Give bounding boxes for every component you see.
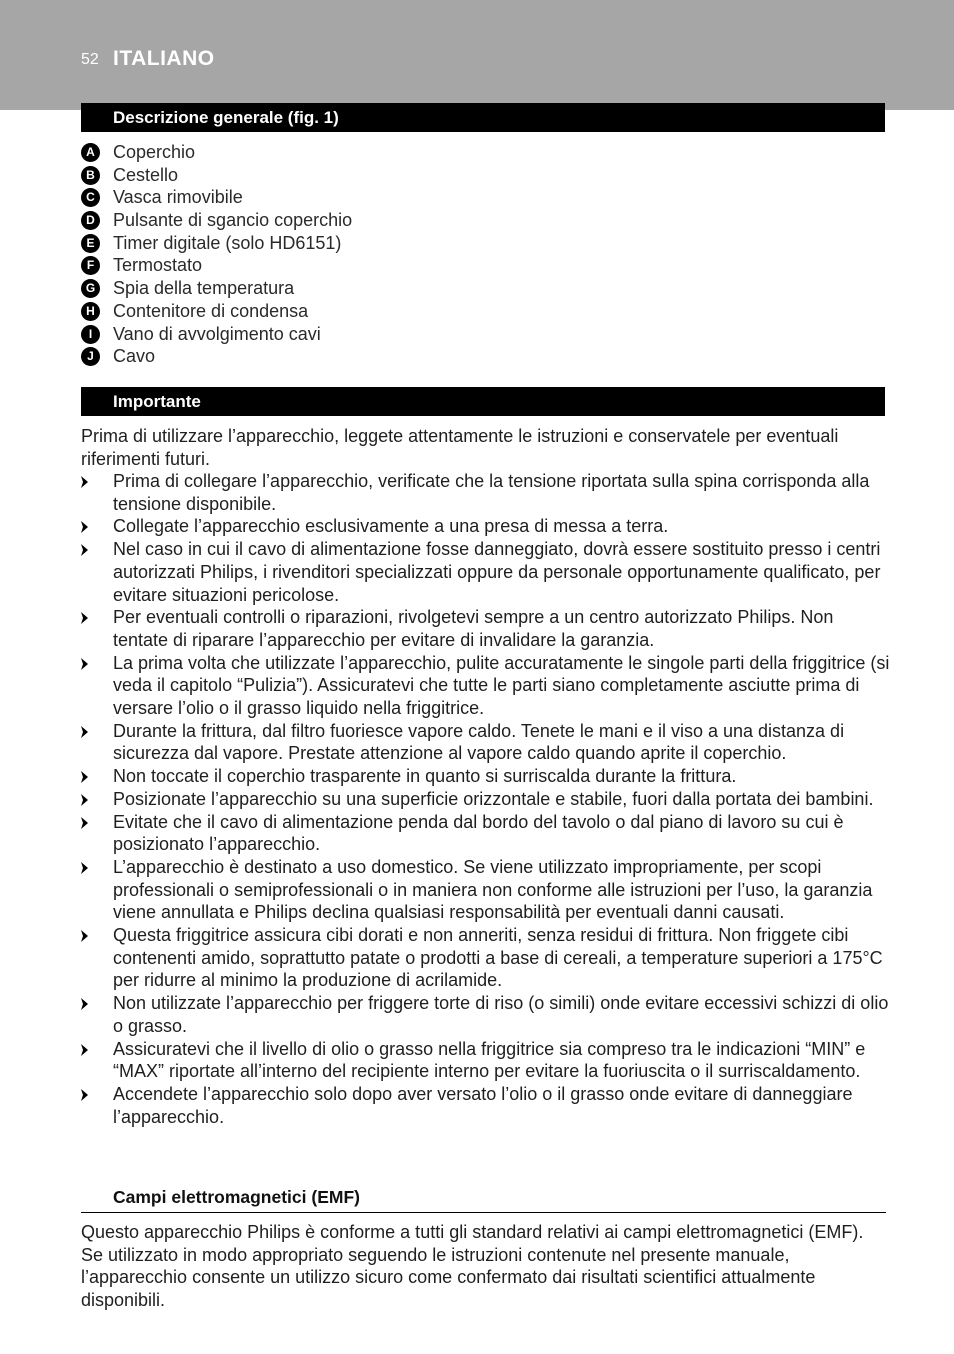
bullet-text: Nel caso in cui il cavo di alimentazione fosse danneggiato, dovrà essere sostituito presso i centri autorizzati Philips, i rivenditori specializzati oppure da personale opportunamente qualificato, per evitare situazioni pericolose. [113, 539, 881, 605]
list-item [81, 277, 352, 300]
bullet-text: Questa friggitrice assicura cibi dorati e non anneriti, senza residui di frittura. Non friggete cibi contenenti amido, soprattutto patate o prodotti a base di cereali, a temperature superiori a 175°C per ridurre al minimo la produzione di acrilamide. [113, 925, 883, 991]
page-number: 52 [81, 51, 99, 68]
part-label: Cestello [113, 164, 179, 185]
bullet-icon [81, 521, 88, 533]
bullet-icon [81, 998, 88, 1010]
safety-list [81, 470, 891, 1128]
bullet-text: Non toccate il coperchio trasparente in quanto si surriscalda durante la frittura. [113, 766, 737, 787]
bullet-icon [81, 862, 88, 874]
bullet-icon [81, 1089, 88, 1101]
list-item [81, 164, 352, 187]
bullet-icon [81, 817, 88, 829]
intro-paragraph: Prima di utilizzare l’apparecchio, leggete attentamente le istruzioni e conservatele per eventuali riferimenti futuri. [81, 426, 839, 469]
letter-badge: F [81, 256, 100, 275]
bullet-text: Per eventuali controlli o riparazioni, rivolgetevi sempre a un centro autorizzato Philips. Non tentate di riparare l’apparecchio per evitare di invalidare la garanzia. [113, 607, 834, 650]
section-heading-important: Importante [81, 387, 885, 416]
section-heading-description: Descrizione generale (fig. 1) [81, 103, 885, 132]
part-label: Vano di avvolgimento cavi [113, 323, 321, 344]
list-item [81, 186, 352, 209]
letter-badge: D [81, 211, 100, 230]
list-item [81, 606, 891, 651]
bullet-text: Posizionate l’apparecchio su una superficie orizzontale e stabile, fuori dalla portata dei bambini. [113, 788, 874, 809]
letter-badge: J [81, 347, 100, 366]
divider [81, 1212, 886, 1213]
list-item [81, 209, 352, 232]
bullet-text: Non utilizzate l’apparecchio per friggere torte di riso (o simili) onde evitare eccessivi schizzi di olio o grasso. [113, 993, 889, 1036]
letter-badge: I [81, 325, 100, 344]
list-item [81, 141, 352, 164]
list-item [81, 515, 891, 538]
list-item [81, 765, 891, 788]
letter-badge: H [81, 302, 100, 321]
list-item [81, 470, 891, 515]
emf-paragraph: Questo apparecchio Philips è conforme a tutti gli standard relativi ai campi elettromagnetici (EMF). Se utilizzato in modo appropriato seguendo le istruzioni contenute nel presente manuale, l’apparecchio consente un utilizzo sicuro come confermato dai risultati scientifici attualmente disponibili. [81, 1222, 864, 1311]
letter-badge: A [81, 143, 100, 162]
bullet-icon [81, 476, 88, 488]
bullet-text: L’apparecchio è destinato a uso domestico. Se viene utilizzato impropriamente, per scopi professionali o semiprofessionali o in maniera non conforme alle istruzioni per l’uso, la garanzia viene annullata e Philips declina qualsiasi responsabilità per eventuali danni causati. [113, 856, 873, 923]
list-item [81, 924, 891, 992]
section-heading-emf: Campi elettromagnetici (EMF) [113, 1187, 360, 1207]
part-label: Pulsante di sgancio coperchio [113, 210, 353, 231]
bullet-icon [81, 1044, 88, 1056]
bullet-text: La prima volta che utilizzate l’apparecchio, pulite accuratamente le singole parti della friggitrice (si veda il capitolo “Pulizia”). Assicuratevi che tutte le parti siano completamente asciutte prima di versare l’olio o il grasso liquido nella friggitrice. [113, 652, 890, 719]
bullet-text: Prima di collegare l’apparecchio, verificate che la tensione riportata sulla spina corrisponda alla tensione disponibile. [113, 471, 870, 514]
language-title: ITALIANO [113, 47, 215, 70]
bullet-icon [81, 658, 88, 670]
list-item [81, 720, 891, 765]
list-item [81, 856, 891, 924]
list-item [81, 254, 352, 277]
bullet-text: Collegate l’apparecchio esclusivamente a una presa di messa a terra. [113, 516, 669, 537]
list-item [81, 323, 352, 346]
part-label: Timer digitale (solo HD6151) [113, 232, 342, 253]
part-label: Cavo [113, 346, 156, 367]
list-item [81, 1038, 891, 1083]
parts-list [81, 141, 352, 368]
list-item [81, 538, 891, 606]
part-label: Spia della temperatura [113, 278, 295, 299]
list-item [81, 232, 352, 255]
list-item [81, 992, 891, 1037]
bullet-text: Accendete l’apparecchio solo dopo aver versato l’olio o il grasso onde evitare di danneggiare l’apparecchio. [113, 1083, 853, 1127]
letter-badge: B [81, 166, 100, 185]
letter-badge: C [81, 188, 100, 207]
bullet-icon [81, 794, 88, 806]
list-item [81, 652, 891, 720]
part-label: Termostato [113, 255, 203, 276]
bullet-text: Durante la frittura, dal filtro fuoriesce vapore caldo. Tenete le mani e il viso a una distanza di sicurezza dal vapore. Prestate attenzione al vapore caldo quando aprite il coperchio. [113, 720, 845, 764]
bullet-text: Assicuratevi che il livello di olio o grasso nella friggitrice sia compreso tra le indicazioni “MIN” e “MAX” riportate all’interno del recipiente interno per evitare la fuoriuscita o il surriscaldamento. [113, 1038, 866, 1082]
letter-badge: G [81, 279, 100, 298]
bullet-icon [81, 930, 88, 942]
part-label: Vasca rimovibile [113, 187, 243, 208]
part-label: Coperchio [113, 142, 196, 162]
bullet-text: Evitate che il cavo di alimentazione penda dal bordo del tavolo o dal piano di lavoro su cui è posizionato l’apparecchio. [113, 811, 844, 855]
list-item [81, 811, 891, 856]
bullet-icon [81, 612, 88, 624]
bullet-icon [81, 771, 88, 783]
bullet-icon [81, 726, 88, 738]
list-item [81, 1083, 891, 1128]
bullet-icon [81, 544, 88, 556]
list-item [81, 300, 352, 323]
header-bar [0, 0, 954, 110]
list-item [81, 345, 352, 368]
part-label: Contenitore di condensa [113, 300, 309, 321]
list-item [81, 788, 891, 811]
letter-badge: E [81, 234, 100, 253]
